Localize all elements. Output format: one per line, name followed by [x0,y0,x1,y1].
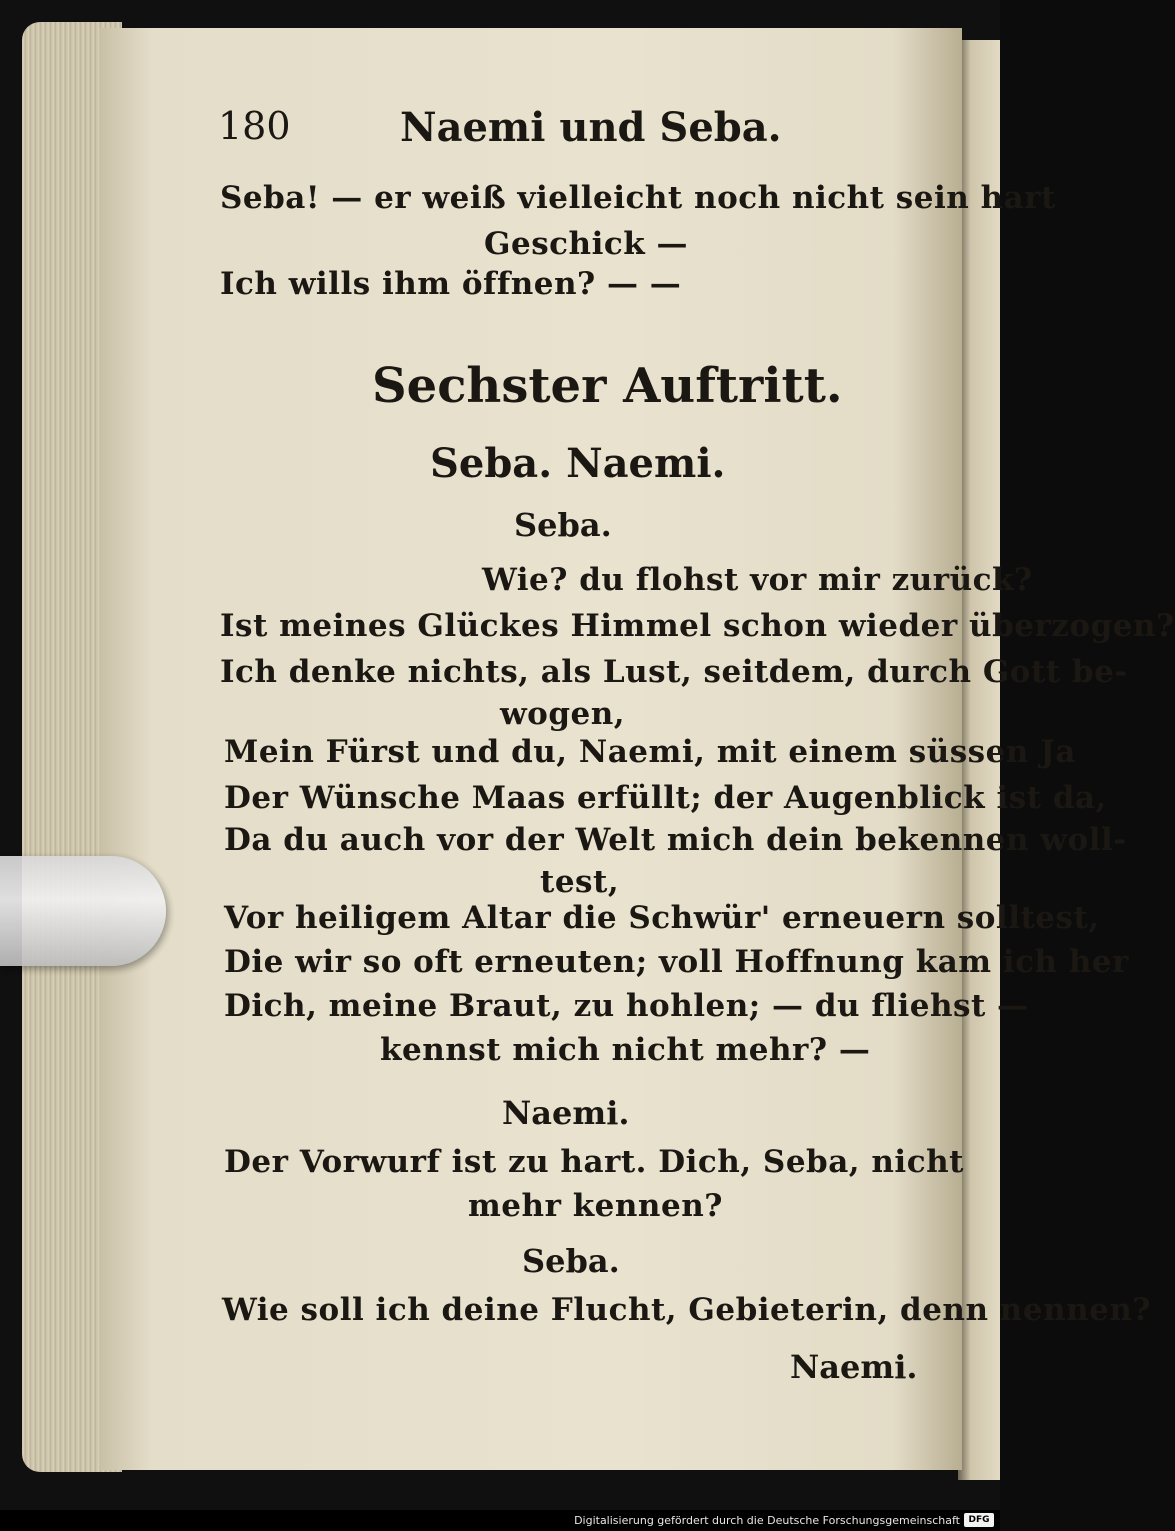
verse-line: Ich denke nichts, als Lust, seitdem, durch Gott be- [220,654,1128,690]
text-line: Ich wills ihm öffnen? — — [220,266,682,302]
verse-line: wogen, [500,696,626,732]
footer-credit: Digitalisierung gefördert durch die Deutsche Forschungsgemeinschaft [574,1514,960,1527]
verse-line: Vor heiligem Altar die Schwür' erneuern solltest, [224,900,1100,936]
footer-bar [0,1510,1000,1531]
verse-line: kennst mich nicht mehr? — [380,1032,871,1068]
verse-line: Dich, meine Braut, zu hohlen; — du fliehst — [224,988,1029,1024]
verse-line: mehr kennen? [468,1188,723,1224]
page-clip [0,856,166,966]
verse-line: Mein Fürst und du, Naemi, mit einem süssen Ja [224,734,1076,770]
verse-line: Ist meines Glückes Himmel schon wieder überzogen? [220,608,1175,644]
scene-title: Sechster Auftritt. [372,358,843,414]
dfg-logo: DFG [964,1513,994,1527]
scene-persons: Seba. Naemi. [430,440,726,487]
catchword: Naemi. [790,1348,918,1386]
verse-line: Der Wünsche Maas erfüllt; der Augenblick ist da, [224,780,1107,816]
speaker-label: Seba. [522,1242,620,1280]
verse-line: test, [540,864,620,900]
verse-line: Da du auch vor der Welt mich dein bekennen woll- [224,822,1127,858]
running-head: Naemi und Seba. [400,104,782,151]
speaker-label: Seba. [514,506,612,544]
verse-line: Wie? du flohst vor mir zurück? [482,562,1033,598]
text-line: Seba! — er weiß vielleicht noch nicht sein hart [220,180,1056,216]
page-number: 180 [218,104,291,148]
verse-line: Wie soll ich deine Flucht, Gebieterin, denn nennen? [222,1292,1152,1328]
speaker-label: Naemi. [502,1094,630,1132]
text-line: Geschick — [484,226,688,262]
verse-line: Die wir so oft erneuten; voll Hoffnung kam ich her [224,944,1129,980]
verse-line: Der Vorwurf ist zu hart. Dich, Seba, nicht [224,1144,964,1180]
